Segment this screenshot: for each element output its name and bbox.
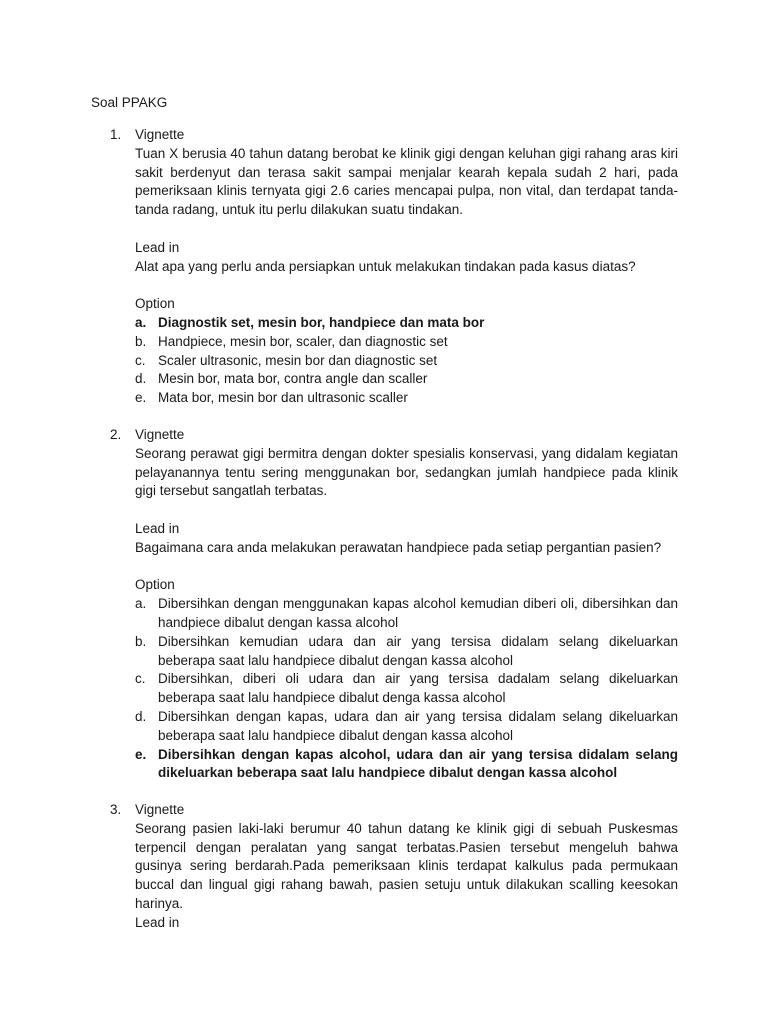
question-number: 1. [110,127,122,142]
leadin-label: Lead in [135,520,180,536]
option-letter: b. [135,633,147,649]
option-text: Dibersihkan kemudian udara dan air yang tersisa didalam selang dikeluarkan beberapa saat lalu handpiece dibalut dengan kassa alcohol [158,633,678,668]
vignette-label: Vignette [135,427,185,442]
option-text: Dibersihkan dengan kapas alcohol, udara dan air yang tersisa didalam selang dikeluarkan beberapa saat lalu handpiece dibalut dengan kassa alcohol [158,746,678,781]
option-e [135,389,678,408]
vignette-label: Vignette [135,127,185,142]
option-a-correct [135,314,678,333]
option-e-correct [135,746,678,784]
option-letter: e. [135,390,147,406]
option-list [135,314,678,408]
option-d [135,370,678,389]
vignette-text: Tuan X berusia 40 tahun datang berobat ke klinik gigi dengan keluhan gigi rahang aras kiri sakit berdenyut dan terasa sakit sampai menjalar kearah kepala sudah 2 hari, pada pemeriksaan klinis ternyata gigi 2.6 caries mencapai pulpa, non vital, dan terdapat tanda-tanda radang, untuk itu perlu dilakukan suatu tindakan. [135,145,678,218]
question-number: 3. [110,802,122,817]
option-letter: b. [135,333,147,349]
leadin-label: Lead in [135,239,180,255]
option-text: Dibersihkan, diberi oli udara dan air yang tersisa dadalam selang dikeluarkan beberapa saat lalu handpiece dibalut denga kassa alcohol [158,671,678,706]
option-list [135,595,678,783]
question-body [135,801,678,933]
vignette-text: Seorang perawat gigi bermitra dengan dokter spesialis konservasi, yang didalam kegiatan pelayanannya tentu sering menggunakan bor, sedangkan jumlah handpiece pada klinik gigi tersebut sangatlah terbatas. [135,445,678,499]
option-d [135,708,678,746]
option-letter: d. [135,371,147,387]
option-label: Option [135,296,175,312]
option-letter: c. [135,352,146,368]
option-text: Mesin bor, mata bor, contra angle dan scaller [158,371,428,387]
option-letter: a. [135,596,147,612]
option-label: Option [135,577,175,593]
option-text: Handpiece, mesin bor, scaler, dan diagnostic set [158,333,448,349]
question-body [135,126,678,408]
option-c [135,352,678,371]
option-letter: a. [135,314,147,330]
option-a [135,595,678,633]
leadin-text: Bagaimana cara anda melakukan perawatan handpiece pada setiap pergantian pasien? [135,539,662,555]
option-text: Scaler ultrasonic, mesin bor dan diagnostic set [158,352,438,368]
option-text: Dibersihkan dengan menggunakan kapas alcohol kemudian diberi oli, dibersihkan dan handpiece dibalut dengan kassa alcohol [158,596,678,630]
vignette-label: Vignette [135,802,185,817]
question-body [135,426,678,783]
option-text: Mata bor, mesin bor dan ultrasonic scaller [158,390,408,406]
option-letter: c. [135,671,146,687]
option-letter: d. [135,708,147,724]
vignette-text: Seorang pasien laki-laki berumur 40 tahun datang ke klinik gigi di sebuah Puskesmas terpencil dengan peralatan yang sangat terbatas.Pasien tersebut mengeluh bahwa gusinya sering berdarah.Pada pemeriksaan klinis terdapat kalkulus pada permukaan buccal dan lingual gigi rahang bawah, pasien setuju untuk dilakukan scalling keesokan harinya. [135,820,678,911]
option-b [135,633,678,671]
leadin-label: Lead in [135,914,180,930]
document-title: Soal PPAKG [91,95,168,110]
option-text: Dibersihkan dengan kapas, udara dan air yang tersisa didalam selang dikeluarkan beberapa saat lalu handpiece dibalut dengan kassa alcohol [158,708,678,743]
option-text: Diagnostik set, mesin bor, handpiece dan mata bor [158,314,485,330]
option-c [135,670,678,708]
option-letter: e. [135,746,147,762]
leadin-text: Alat apa yang perlu anda persiapkan untuk melakukan tindakan pada kasus diatas? [135,258,636,274]
question-number: 2. [110,427,122,442]
option-b [135,333,678,352]
